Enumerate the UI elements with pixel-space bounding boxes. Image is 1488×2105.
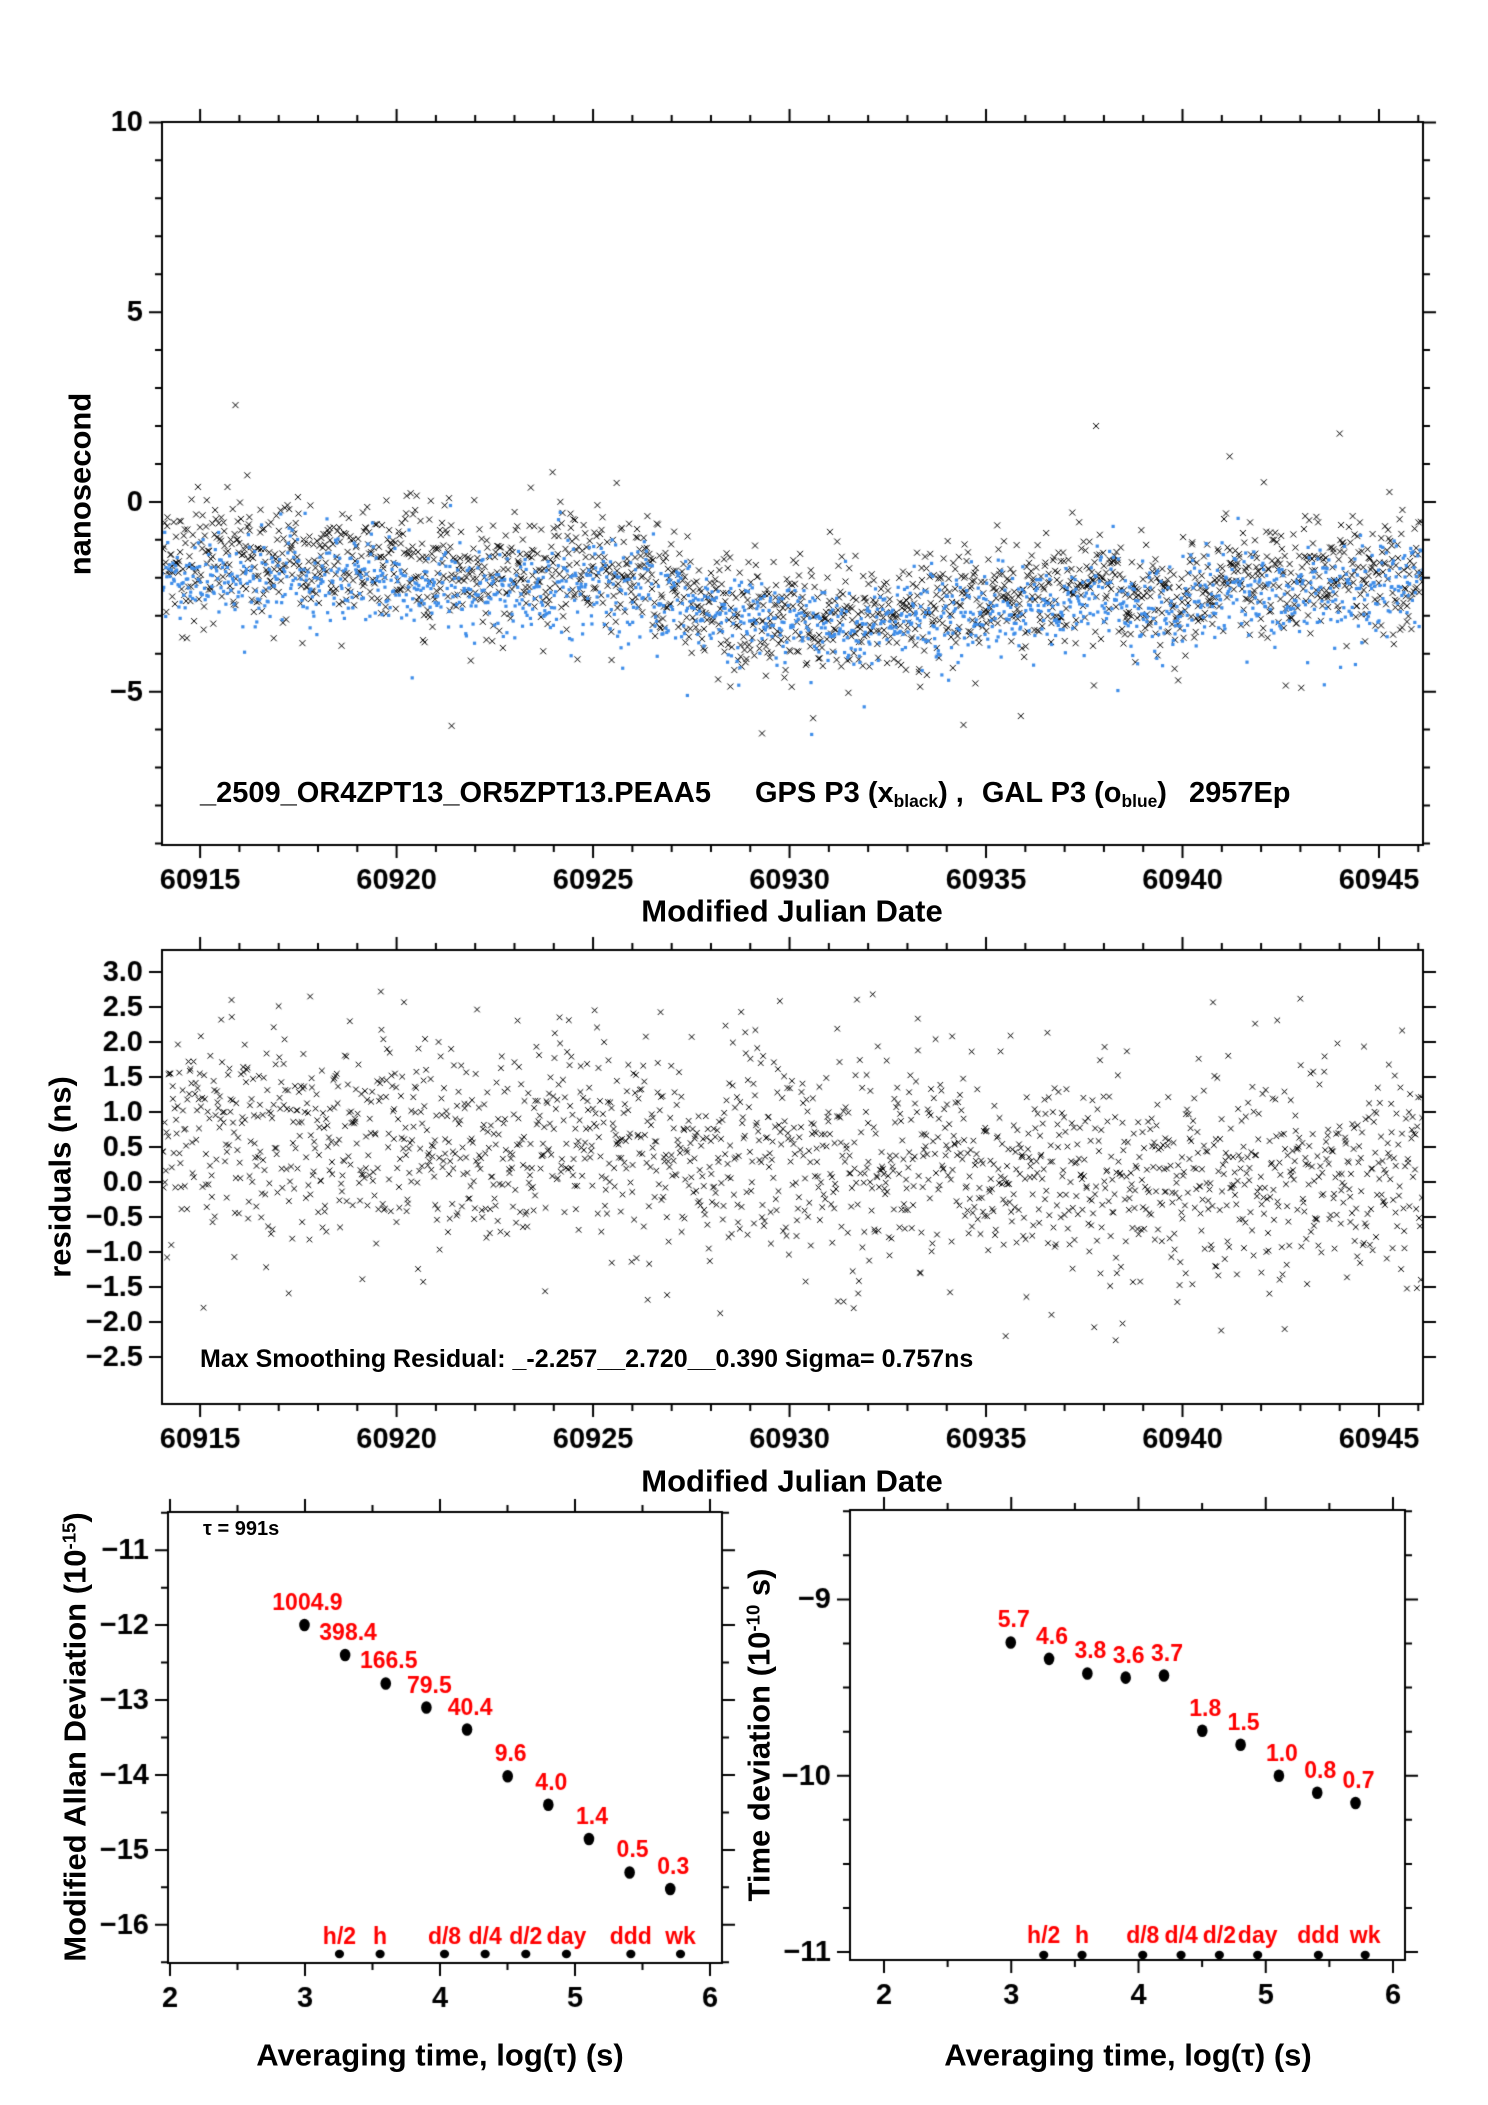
panel4-y-title-exponent: -10 [742, 1604, 764, 1632]
panel3-tau-annotation: τ = 991s [203, 1518, 280, 1540]
panel3-x-axis-title: Averaging time, log(τ) (s) [256, 2037, 624, 2073]
title-gps-label: GPS P3 (x [754, 777, 894, 809]
panel3-y-title-close: ) [57, 1512, 93, 1523]
title-file-id: _2509_OR4ZPT13_OR5ZPT13.PEAA5 [200, 777, 711, 809]
panel4-y-title-close: s) [741, 1568, 777, 1605]
title-epoch-count: 2957Ep [1188, 777, 1291, 809]
panel4-x-axis-title: Averaging time, log(τ) (s) [944, 2037, 1312, 2073]
panel2-annotation: Max Smoothing Residual: _-2.257__2.720__0.390 Sigma= 0.757ns [200, 1345, 974, 1373]
panel2-x-axis-title: Modified Julian Date [641, 1463, 943, 1499]
title-gal-label: GAL P3 (o [981, 777, 1122, 809]
panel4-y-title-text: Time deviation (10 [741, 1631, 777, 1902]
title-gps-close: ) , [938, 777, 964, 809]
panel1-y-axis-title: nanosecond [62, 392, 98, 576]
panel3-y-title-text: Modified Allan Deviation (10 [57, 1549, 93, 1962]
title-gps-subscript: black [893, 790, 939, 811]
title-gal-subscript: blue [1121, 790, 1158, 811]
panel1-x-axis-title: Modified Julian Date [641, 893, 943, 929]
panel2-y-axis-title: residuals (ns) [42, 1076, 78, 1278]
panel3-y-title-exponent: -15 [58, 1522, 80, 1550]
title-gal-close: ) [1157, 777, 1167, 809]
